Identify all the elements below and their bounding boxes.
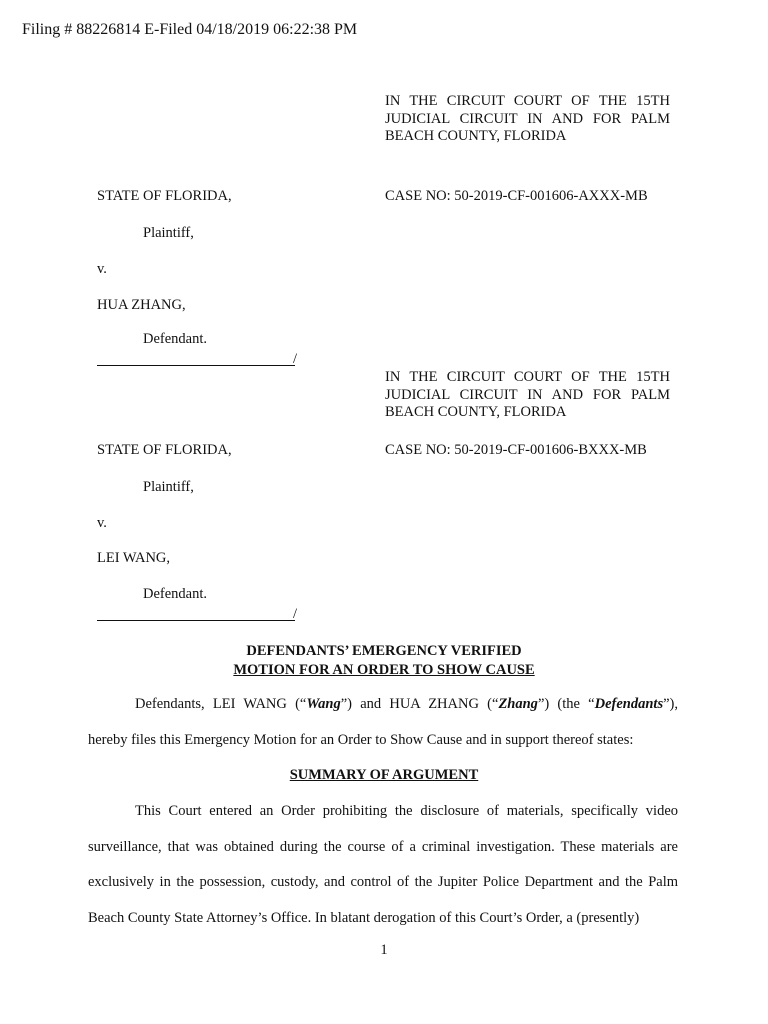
wang-defined-term: Wang [306, 696, 341, 712]
plaintiff-name-1: STATE OF FLORIDA, [97, 188, 232, 204]
court-heading-1: IN THE CIRCUIT COURT OF THE 15TH JUDICIAL CIRCUIT IN AND FOR PALM BEACH COUNTY, FLORIDA [385, 93, 670, 144]
filing-header: Filing # 88226814 E-Filed 04/18/2019 06:22:38 PM [22, 21, 358, 38]
zhang-defined-term: Zhang [498, 696, 538, 712]
defendant-label-2: Defendant. [143, 586, 208, 602]
plaintiff-label-2: Plaintiff, [143, 479, 194, 495]
defendant-label-1: Defendant. [143, 331, 208, 347]
intro-text-2: ”) and HUA ZHANG (“ [340, 696, 499, 712]
intro-text-3: ”) (the “ [537, 696, 595, 712]
versus-1: v. [97, 261, 107, 277]
rule-slash-1: / [293, 351, 298, 367]
case-number-2: CASE NO: 50-2019-CF-001606-BXXX-MB [385, 442, 647, 458]
intro-text-1: Defendants, LEI WANG (“ [135, 696, 307, 712]
defendants-defined-term: Defendants [594, 696, 664, 712]
case-number-1: CASE NO: 50-2019-CF-001606-AXXX-MB [385, 188, 648, 204]
section-heading: SUMMARY OF ARGUMENT [289, 767, 479, 783]
versus-2: v. [97, 515, 107, 531]
motion-title [0, 642, 768, 680]
plaintiff-name-2: STATE OF FLORIDA, [97, 442, 232, 458]
intro-text-4: ”), hereby files this Emergency Motion for an Order to Show Cause and in support thereof states: [88, 696, 678, 748]
signature-rule-2 [97, 620, 295, 621]
defendant-name-1: HUA ZHANG, [97, 297, 186, 313]
defendant-name-2: LEI WANG, [97, 550, 171, 566]
rule-slash-2: / [293, 606, 298, 622]
page-number: 1 [380, 942, 388, 958]
intro-paragraph [88, 687, 678, 758]
plaintiff-label-1: Plaintiff, [143, 225, 194, 241]
summary-paragraph [88, 794, 678, 936]
signature-rule-1 [97, 365, 295, 366]
motion-title-line-2: MOTION FOR AN ORDER TO SHOW CAUSE [233, 662, 535, 678]
motion-title-line-1: DEFENDANTS’ EMERGENCY VERIFIED [246, 643, 522, 659]
court-heading-2: IN THE CIRCUIT COURT OF THE 15TH JUDICIAL CIRCUIT IN AND FOR PALM BEACH COUNTY, FLORIDA [385, 369, 670, 420]
summary-text: This Court entered an Order prohibiting the disclosure of materials, specifically video surveillance, that was obtained during the course of a criminal investigation. These materials are exclusively in the possession, custody, and control of the Jupiter Police Department and the Palm Beach County State Attorney’s Office. In blatant derogation of this Court’s Order, a (presently) [88, 803, 678, 926]
